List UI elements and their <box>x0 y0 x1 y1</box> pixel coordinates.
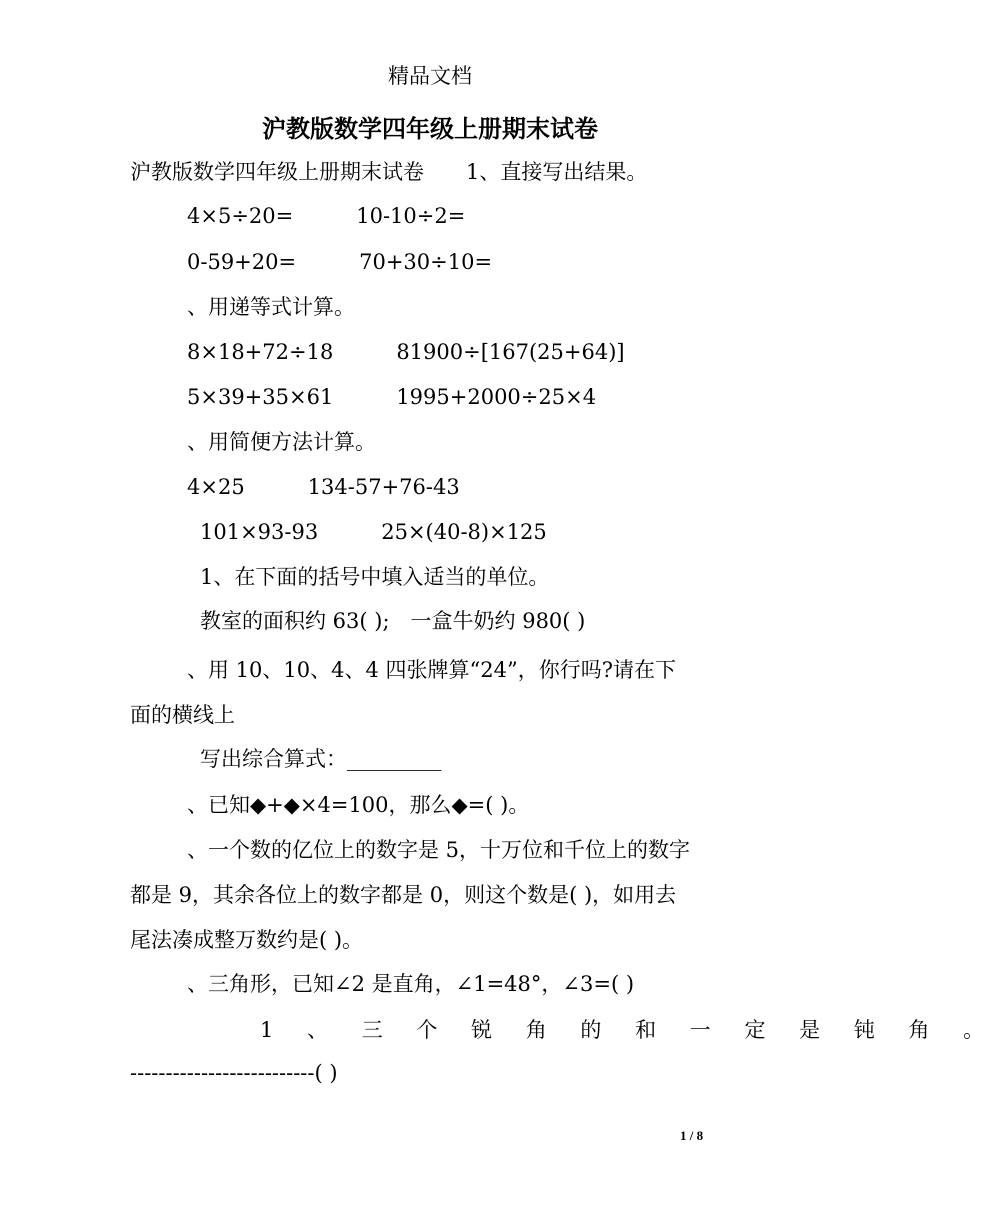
diamond-question: 、已知◆+◆×4=100，那么◆=( )。 <box>187 793 530 817</box>
card-question-line-1: 、用 10、10、4、4 四张牌算“24”，你行吗?请在下 <box>187 658 676 682</box>
section-heading-simplify: 、用简便方法计算。 <box>187 430 376 454</box>
stepwise-row-2: 5×39+35×61 1995+2000÷25×4 <box>187 385 597 409</box>
simplify-row-1: 4×25 134-57+76-43 <box>187 475 460 499</box>
formula-blank: 写出综合算式：_________ <box>200 747 442 771</box>
number-question-line-2: 都是 9，其余各位上的数字都是 0，则这个数是( )，如用去 <box>130 883 677 907</box>
number-question-line-3: 尾法凑成整万数约是( )。 <box>130 928 364 952</box>
true-false-statement: 1 、 三 个 锐 角 的 和 一 定 是 钝 角 。 <box>260 1018 998 1042</box>
units-items: 教室的面积约 63( ); 一盒牛奶约 980( ) <box>200 609 586 633</box>
simplify-row-2: 101×93-93 25×(40-8)×125 <box>200 520 547 544</box>
card-question-line-2: 面的横线上 <box>130 703 235 727</box>
page-number: 1 / 8 <box>680 1128 704 1143</box>
intro-line: 沪教版数学四年级上册期末试卷 1、直接写出结果。 <box>130 160 648 184</box>
true-false-answer-line: --------------------------( ) <box>130 1061 338 1085</box>
document-title: 沪教版数学四年级上册期末试卷 <box>262 114 598 143</box>
triangle-question: 、三角形，已知∠2 是直角，∠1=48°，∠3=( ) <box>187 972 635 996</box>
section-heading-stepwise: 、用递等式计算。 <box>187 295 355 319</box>
calc-row-2: 0-59+20= 70+30÷10= <box>187 250 493 274</box>
number-question-line-1: 、一个数的亿位上的数字是 5，十万位和千位上的数字 <box>187 838 691 862</box>
stepwise-row-1: 8×18+72÷18 81900÷[167(25+64)] <box>187 340 625 364</box>
page-header: 精品文档 <box>388 64 472 88</box>
calc-row-1: 4×5÷20= 10-10÷2= <box>187 204 466 228</box>
units-question: 1、在下面的括号中填入适当的单位。 <box>200 565 550 589</box>
